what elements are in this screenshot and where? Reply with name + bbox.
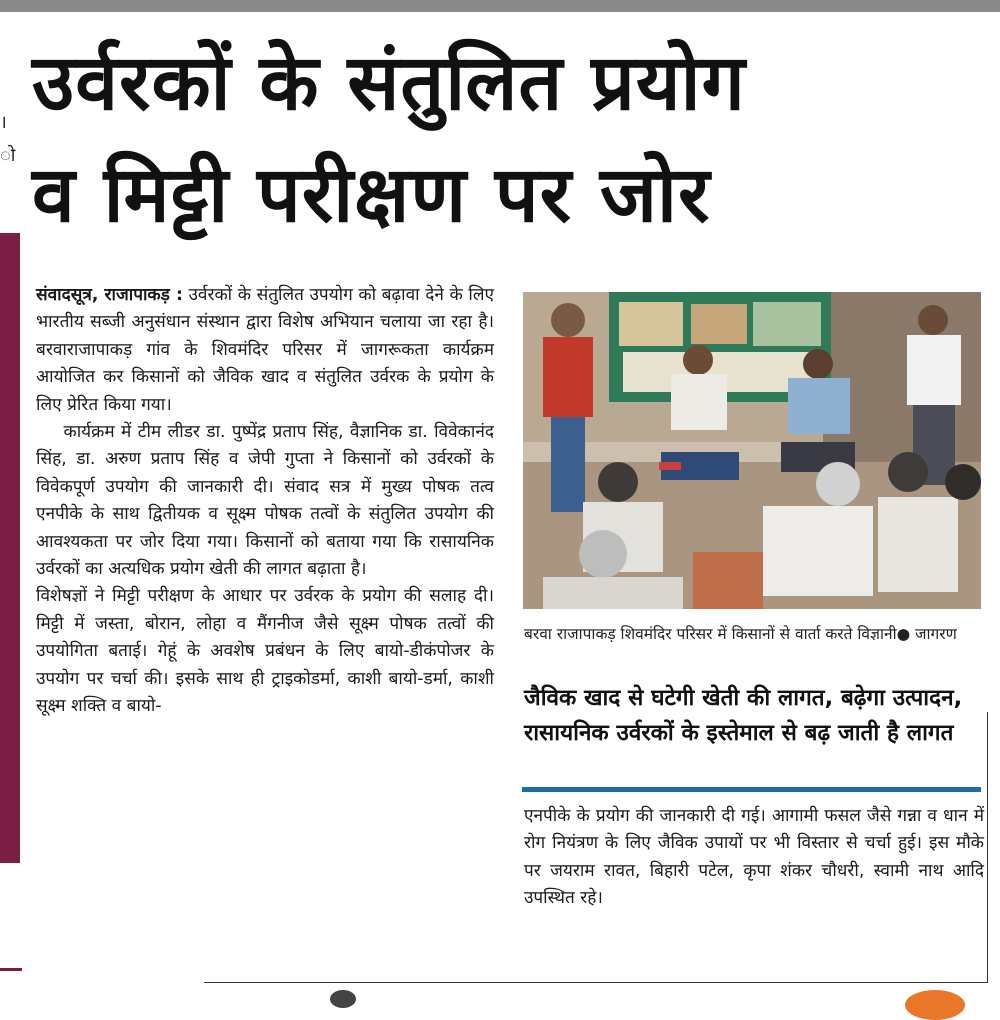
frame-line-horizontal: [204, 982, 988, 983]
bottom-logo-fragment: [905, 990, 965, 1020]
photo-caption: बरवा राजापाकड़ शिवमंदिर परिसर में किसानों से वार्ता करते विज्ञानी● जागरण: [524, 625, 957, 643]
news-photo-illustration: [523, 292, 981, 609]
news-photo: [523, 292, 981, 609]
sidebar-accent-line: [0, 968, 22, 971]
headline-line-1: उर्वरकों के संतुलित प्रयोग: [32, 39, 746, 128]
article-paragraph-3: विशेषज्ञों ने मिट्टी परीक्षण के आधार पर उर्वरक के प्रयोग की सलाह दी। मिट्टी में जस्ता, बोरान, लोहा व मैंगनीज जैसे सूक्ष्म पोषक तत्वों की उपयोगिता बताई। गेहूं के अवशेष प्रबंधन के लिए बायो-डीकंपोजर के उपयोग पर चर्चा की। इसके साथ ही ट्राइकोडर्मा, काशी बायो-डर्मा, काशी सूक्ष्म शक्ति व बायो-: [36, 586, 494, 717]
headline-line-2: व मिट्टी परीक्षण पर जोर: [32, 151, 711, 240]
frame-line-vertical: [987, 712, 988, 982]
sub-headline-rule: [522, 787, 981, 792]
dateline: संवादसूत्र, राजापाकड़ :: [36, 285, 183, 305]
article-paragraph-2: कार्यक्रम में टीम लीडर डा. पुष्पेंद्र प्रताप सिंह, वैज्ञानिक डा. विवेकानंद सिंह, डा. अरुण प्रताप सिंह व जेपी गुप्ता ने किसानों को उर्वरकों के विवेकपूर्ण उपयोग की जानकारी दी। संवाद सत्र में मुख्य पोषक तत्व एनपीके के साथ द्वितीयक व सूक्ष्म पोषक तत्वों के संतुलित उपयोग की आवश्यकता पर जोर दिया गया। किसानों को बताया गया कि रासायनिक उर्वरकों का अत्यधिक प्रयोग खेती की लागत बढ़ाता है।: [36, 422, 494, 580]
bottom-graphic-fragment: [330, 990, 356, 1008]
paragraph-1-text: उर्वरकों के संतुलित उपयोग को बढ़ावा देने के लिए भारतीय सब्जी अनुसंधान संस्थान द्वारा विशेष अभियान चलाया जा रहा है। बरवाराजापाकड़ गांव के शिवमंदिर परिसर में जागरूकता कार्यक्रम आयोजित कर किसानों को जैविक खाद व संतुलित उर्वरक के प्रयोग के लिए प्रेरित किया गया।: [36, 285, 494, 415]
article-paragraph-1: [36, 282, 494, 419]
edge-fragment-mark: ो: [0, 145, 16, 166]
sidebar-accent-bar: [0, 233, 20, 863]
sub-headline: जैविक खाद से घटेगी खेती की लागत, बढ़ेगा उत्पादन, रासायनिक उर्वरकों के इस्तेमाल से बढ़ जाती है लागत: [524, 685, 963, 746]
article-right-column: एनपीके के प्रयोग की जानकारी दी गई। आगामी फसल जैसे गन्ना व धान में रोग नियंत्रण के लिए जैविक उपायों पर भी विस्तार से चर्चा हुई। इस मौके पर जयराम रावत, बिहारी पटेल, कृपा शंकर चौधरी, स्वामी नाथ आदि उपस्थित रहे।: [524, 806, 984, 909]
article-left-column: [36, 282, 494, 721]
top-bar: [0, 0, 1000, 12]
edge-fragment-mark: ।: [0, 112, 7, 133]
